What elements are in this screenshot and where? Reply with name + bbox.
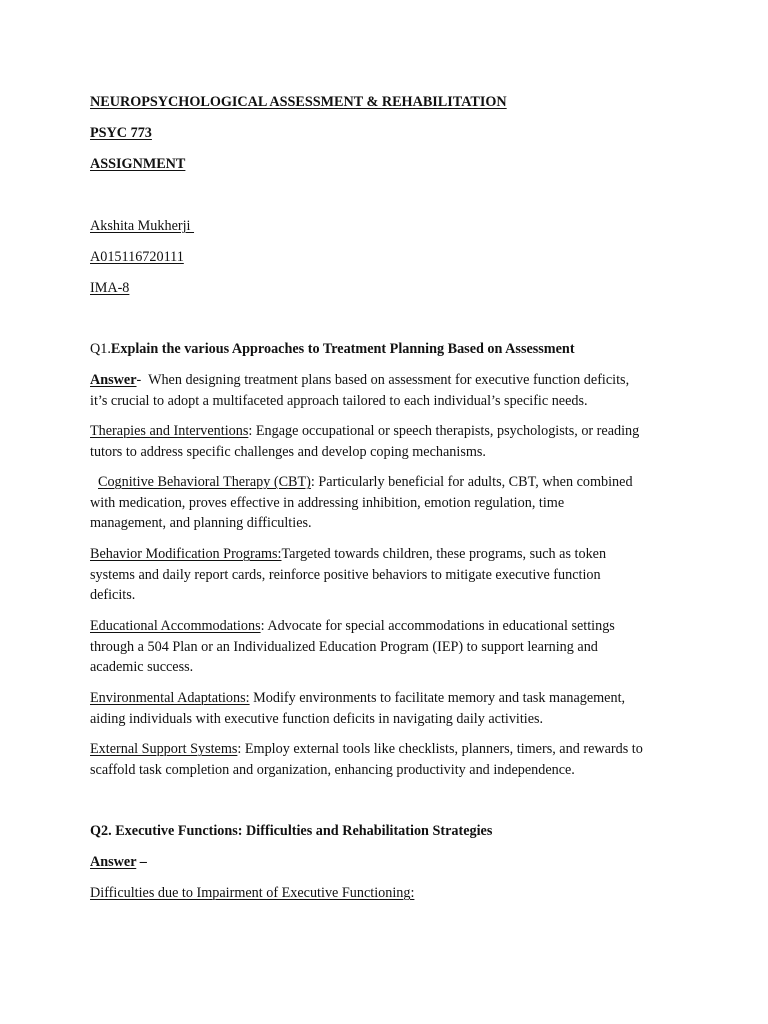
item-separator: : <box>310 474 319 490</box>
item-text-line: deficits. <box>90 587 136 604</box>
item-text: Employ external tools like checklists, planners, timers, and rewards to <box>244 741 643 757</box>
course-code: PSYC 773 <box>90 125 152 141</box>
item-text-line: through a 504 Plan or an Individualized Education Program (IEP) to support learning and <box>90 638 598 655</box>
item-text-line: management, and planning difficulties. <box>90 515 312 532</box>
q1-answer-text-1: When designing treatment plans based on assessment for executive function deficits, <box>148 372 630 388</box>
item-term: Behavior Modification Programs: <box>90 546 282 562</box>
item-term: Therapies and Interventions <box>90 423 249 439</box>
item-text-line: academic success. <box>90 659 194 676</box>
q1-answer-label: Answer <box>90 372 137 388</box>
q2-answer-separator: – <box>136 854 147 870</box>
q1-item-cbt <box>90 472 690 534</box>
item-text: Particularly beneficial for adults, CBT, when combined <box>318 474 633 490</box>
q2-heading: Q2. Executive Functions: Difficulties and Rehabilitation Strategies <box>90 823 493 839</box>
q1-item-educational-accommodations <box>90 616 690 678</box>
q1-answer-separator: - <box>136 372 149 388</box>
item-text-line: scaffold task completion and organization, enhancing productivity and independence. <box>90 761 575 778</box>
q2-answer-heading <box>90 852 147 873</box>
q1-answer-text-2: it’s crucial to adopt a multifaceted approach tailored to each individual’s specific needs. <box>90 392 588 409</box>
item-separator: : <box>260 618 268 634</box>
document-type: ASSIGNMENT <box>90 156 186 172</box>
q2-subheading: Difficulties due to Impairment of Executive Functioning: <box>90 885 415 901</box>
q1-item-behavior-modification <box>90 544 690 606</box>
item-text: Targeted towards children, these programs, such as token <box>281 546 607 562</box>
item-term: Educational Accommodations <box>90 618 261 634</box>
q1-item-external-support <box>90 739 690 780</box>
item-separator: : <box>237 741 245 757</box>
q1-answer-intro <box>90 370 690 411</box>
course-title: NEUROPSYCHOLOGICAL ASSESSMENT & REHABILITATION <box>90 94 507 110</box>
q1-item-therapies <box>90 421 690 462</box>
q2-answer-label: Answer <box>90 854 137 870</box>
item-separator: : <box>248 423 256 439</box>
item-text: Engage occupational or speech therapists, psychologists, or reading <box>255 423 640 439</box>
student-batch: IMA-8 <box>90 280 130 296</box>
item-term: Environmental Adaptations: <box>90 690 250 706</box>
item-term: External Support Systems <box>90 741 238 757</box>
q1-prefix: Q1. <box>90 341 111 357</box>
q1-heading <box>90 339 575 360</box>
item-text-line: aiding individuals with executive function deficits in navigating daily activities. <box>90 710 544 727</box>
q1-question: Explain the various Approaches to Treatment Planning Based on Assessment <box>110 341 575 357</box>
item-term: Cognitive Behavioral Therapy (CBT) <box>98 474 311 490</box>
item-text: Modify environments to facilitate memory and task management, <box>253 690 626 706</box>
item-text-line: tutors to address specific challenges and develop coping mechanisms. <box>90 443 486 460</box>
q1-item-environmental-adaptations <box>90 688 690 729</box>
item-text-line: with medication, proves effective in addressing inhibition, emotion regulation, time <box>90 494 565 511</box>
student-enrollment: A015116720111 <box>90 249 184 265</box>
student-name: Akshita Mukherji <box>90 218 195 234</box>
item-text: Advocate for special accommodations in educational settings <box>267 618 615 634</box>
item-text-line: systems and daily report cards, reinforce positive behaviors to mitigate executive function <box>90 566 601 583</box>
